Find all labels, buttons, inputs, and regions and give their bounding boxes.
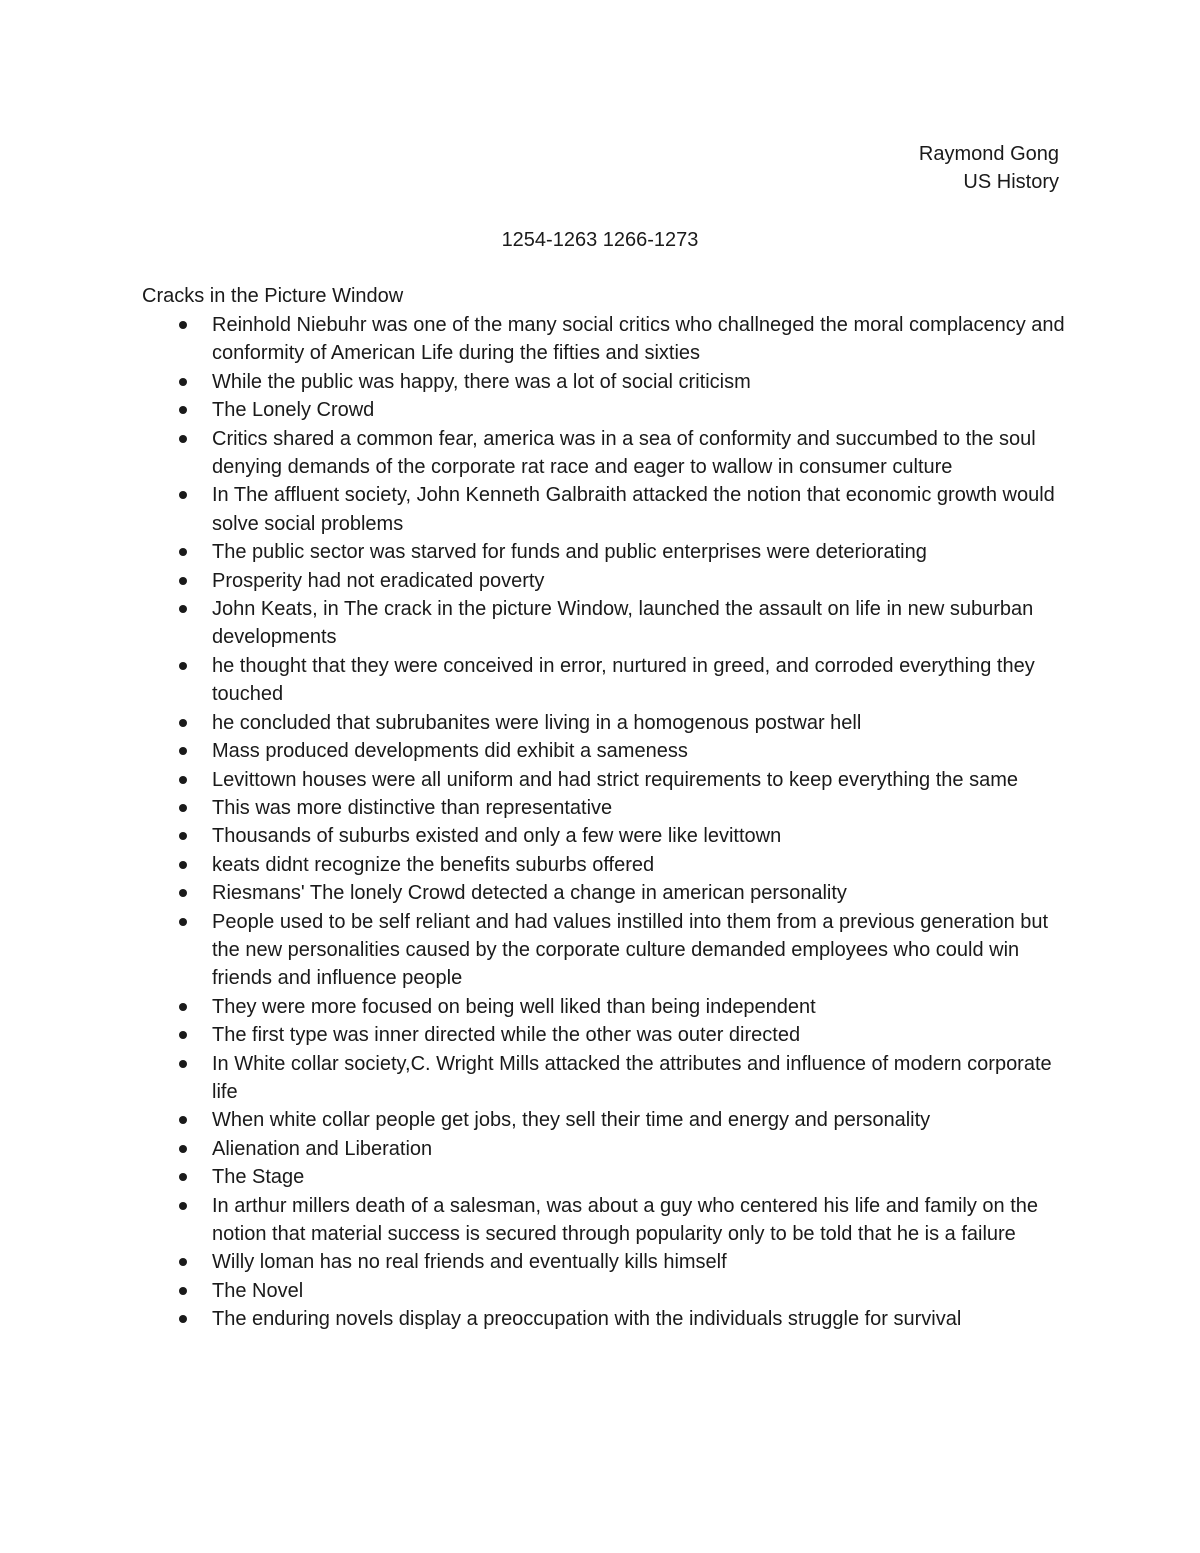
list-item-text: People used to be self reliant and had values instilled into them from a previous generation but the new personalities caused by the corporate culture demanded employees who could win friends and influence people [212,910,1049,990]
bullet-icon [179,1031,187,1039]
bullet-icon [179,491,187,499]
list-item-text: Levittown houses were all uniform and had strict requirements to keep everything the same [212,768,1018,791]
bullet-icon [179,378,187,386]
author-header [919,140,1059,197]
list-item [142,1248,1072,1276]
bullet-icon [179,435,187,443]
bullet-icon [179,719,187,727]
list-item-text: Reinhold Niebuhr was one of the many social critics who challneged the moral complacency and conformity of American Life during the fifties and sixties [212,314,1065,365]
list-item [142,879,1072,907]
list-item-text: The public sector was starved for funds and public enterprises were deteriorating [212,541,927,564]
list-item [142,538,1072,566]
list-item [142,595,1072,652]
list-item-text: The enduring novels display a preoccupation with the individuals struggle for survival [212,1308,962,1331]
bullet-icon [179,577,187,585]
list-item [142,1106,1072,1134]
list-item [142,794,1072,822]
author-name: Raymond Gong [918,143,1059,165]
list-item-text: While the public was happy, there was a lot of social criticism [212,370,751,393]
list-item-text: Critics shared a common fear, america was in a sea of conformity and succumbed to the soul denying demands of the corporate rat race and eager to wallow in consumer culture [212,427,1036,479]
list-item [142,709,1072,737]
list-item-text: John Keats, in The crack in the picture Window, launched the assault on life in new suburban developments [212,598,1034,649]
list-item [142,766,1072,794]
list-item-text: he concluded that subrubanites were living in a homogenous postwar hell [212,711,862,734]
list-item [142,1050,1072,1107]
list-item-text: This was more distinctive than representative [212,796,613,819]
list-item-text: Willy loman has no real friends and eventually kills himself [212,1251,727,1274]
list-item [142,1163,1072,1191]
list-item [142,396,1072,424]
list-item [142,652,1072,709]
list-item-text: The first type was inner directed while the other was outer directed [212,1024,801,1047]
bullet-icon [179,1287,187,1295]
list-item-text: Alienation and Liberation [212,1137,433,1160]
list-item-text: Thousands of suburbs existed and only a few were like levittown [212,825,782,848]
page-range: 1254-1263 1266-1273 [501,229,699,251]
list-item [142,481,1072,538]
bullet-icon [179,662,187,670]
list-item [142,425,1072,482]
list-item-text: Prosperity had not eradicated poverty [212,569,545,592]
bullet-icon [179,861,187,869]
list-item [142,368,1072,396]
list-item-text: The Novel [212,1279,304,1302]
list-item [142,1021,1072,1049]
bullet-icon [179,406,187,414]
bullet-icon [179,1145,187,1153]
list-item [142,822,1072,850]
list-item-text: When white collar people get jobs, they sell their time and energy and personality [212,1109,931,1132]
bullet-icon [179,889,187,897]
bullet-icon [179,548,187,556]
bullet-icon [179,832,187,840]
list-item-text: They were more focused on being well liked than being independent [212,995,816,1018]
list-item-text: In White collar society,C. Wright Mills attacked the attributes and influence of modern corporate life [212,1052,1052,1103]
bullet-icon [179,1315,187,1323]
bullet-icon [179,747,187,755]
list-item [142,1305,1072,1333]
bullet-icon [179,918,187,926]
list-item-text: Mass produced developments did exhibit a sameness [212,740,688,763]
bullet-icon [179,776,187,784]
list-item-text: In The affluent society, John Kenneth Galbraith attacked the notion that economic growth would solve social problems [212,484,1055,535]
notes-list [142,311,1072,1334]
course-name: US History [963,171,1059,194]
bullet-icon [179,1060,187,1068]
list-item-text: Riesmans' The lonely Crowd detected a change in american personality [212,882,847,905]
bullet-icon [179,1173,187,1181]
list-item-text: he thought that they were conceived in error, nurtured in greed, and corroded everything they touched [212,654,1035,706]
list-item-text: The Stage [212,1166,305,1189]
list-item [142,851,1072,879]
list-item [142,567,1072,595]
bullet-icon [179,605,187,613]
bullet-icon [179,321,187,329]
list-item [142,737,1072,765]
bullet-icon [179,1258,187,1266]
list-item [142,908,1072,993]
list-item [142,993,1072,1021]
section-title: Cracks in the Picture Window [142,285,404,307]
list-item [142,1192,1072,1249]
list-item [142,1277,1072,1305]
list-item [142,1135,1072,1163]
list-item-text: The Lonely Crowd [212,399,375,422]
list-item-text: In arthur millers death of a salesman, was about a guy who centered his life and family on the notion that material success is secured through popularity only to be told that he is a failure [212,1194,1039,1245]
list-item-text: keats didnt recognize the benefits suburbs offered [212,853,655,876]
bullet-icon [179,1116,187,1124]
list-item [142,311,1072,368]
bullet-icon [179,1202,187,1210]
bullet-icon [179,1003,187,1011]
bullet-icon [179,804,187,812]
